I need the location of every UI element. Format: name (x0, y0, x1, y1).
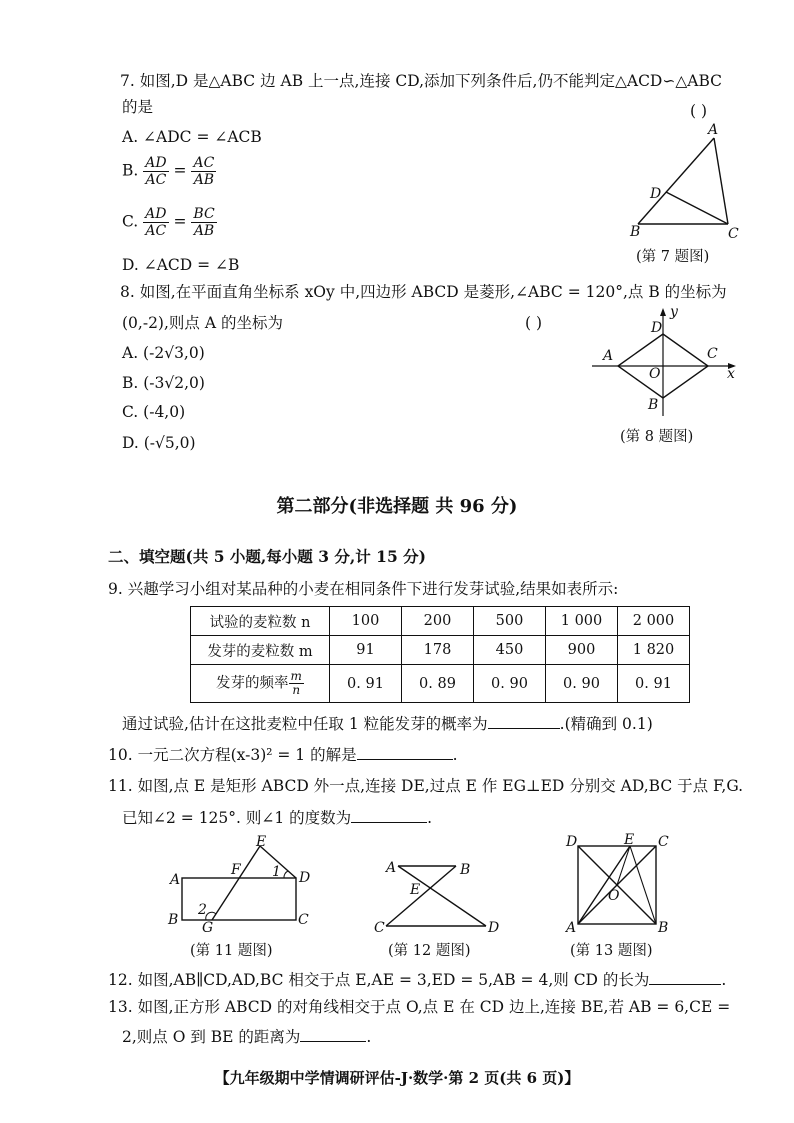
table-cell: 1 820 (618, 636, 690, 665)
q7-answer-paren: ( ) (690, 102, 708, 120)
period: . (452, 746, 458, 764)
label-a: A (708, 122, 719, 138)
q8-option-c: C. (-4,0) (122, 403, 186, 421)
frac-den: AC (145, 223, 167, 239)
frac-num: BC (193, 206, 215, 222)
fig11-rectangle-figure (160, 834, 330, 934)
fig13-square-figure (560, 832, 680, 936)
q8-option-b: B. (-3√2,0) (122, 374, 205, 392)
table-cell: 0. 90 (546, 665, 618, 703)
q7-figure-caption: (第 7 题图) (636, 249, 710, 265)
segment-be (578, 846, 630, 924)
row-label (191, 665, 330, 703)
row-label: 发芽的麦粒数 m (191, 636, 330, 665)
label-b: B (460, 862, 471, 878)
frac-num: AC (193, 155, 215, 171)
frac-num: m (290, 669, 302, 683)
label-d: D (566, 834, 578, 850)
q7-option-d: D. ∠ACD = ∠B (122, 256, 240, 274)
answer-blank[interactable] (649, 968, 721, 985)
period: . (427, 809, 433, 827)
y-axis-arrow-icon (660, 308, 666, 316)
answer-blank[interactable] (300, 1025, 366, 1042)
label-e: E (410, 882, 421, 898)
q9-tail (122, 712, 653, 735)
label-c: C (374, 920, 385, 936)
answer-blank[interactable] (351, 806, 427, 823)
q8-answer-paren: ( ) (525, 314, 543, 332)
label-c: C (658, 834, 669, 850)
table-cell: 0. 90 (474, 665, 546, 703)
q9-tail-note: .(精确到 0.1) (559, 715, 653, 733)
label-o: O (649, 366, 661, 382)
answer-blank[interactable] (488, 712, 560, 729)
equals-sign: = (173, 212, 187, 231)
q7-option-b (122, 155, 216, 188)
period: . (366, 1028, 372, 1046)
table-cell: 0. 89 (402, 665, 474, 703)
q13-line2 (122, 1025, 371, 1048)
row-label: 试验的麦粒数 n (191, 607, 330, 636)
period: . (721, 971, 727, 989)
label-d: D (650, 186, 662, 202)
q7-b-frac2 (191, 155, 216, 188)
label-b: B (168, 912, 179, 928)
label-a: A (566, 920, 577, 936)
q9-results-table (190, 606, 690, 703)
table-cell: 450 (474, 636, 546, 665)
q11-line1: 11. 如图,点 E 是矩形 ABCD 外一点,连接 DE,过点 E 作 EG⊥ED 分别交 AD,BC 于点 F,G. (108, 777, 744, 795)
label-1: 1 (272, 864, 281, 880)
label-c: C (728, 226, 739, 242)
q9-tail-text: 通过试验,估计在这批麦粒中任取 1 粒能发芽的概率为 (122, 715, 488, 733)
q7-c-frac1 (143, 206, 168, 239)
part2-title: 第二部分(非选择题 共 96 分) (276, 496, 518, 517)
q8-figure (588, 306, 738, 422)
label-d: D (488, 920, 500, 936)
table-row (191, 636, 690, 665)
label-d: D (651, 320, 663, 336)
table-cell: 2 000 (618, 607, 690, 636)
table-cell: 200 (402, 607, 474, 636)
label-x: x (727, 366, 735, 382)
q7-option-c-prefix: C. (122, 212, 139, 231)
table-cell: 0. 91 (330, 665, 402, 703)
label-e: E (256, 834, 267, 850)
q9-stem: 9. 兴趣学习小组对某品种的小麦在相同条件下进行发芽试验,结果如表所示: (108, 580, 619, 598)
q8-option-d: D. (-√5,0) (122, 434, 196, 452)
label-d: D (299, 870, 311, 886)
segment-cd (666, 192, 728, 224)
label-c: C (707, 346, 718, 362)
angle-1-arc (284, 871, 288, 878)
q12-text: 12. 如图,AB∥CD,AD,BC 相交于点 E,AE = 3,ED = 5,AB = 4,则 CD 的长为 (108, 971, 650, 989)
segment-eg (212, 846, 260, 920)
label-c: C (298, 912, 309, 928)
label-a: A (386, 860, 397, 876)
q10 (108, 743, 458, 766)
q7-b-frac1 (143, 155, 168, 188)
table-row (191, 607, 690, 636)
table-cell: 100 (330, 607, 402, 636)
q7-stem-line1: 7. 如图,D 是△ABC 边 AB 上一点,连接 CD,添加下列条件后,仍不能判定△ACD∽△ABC (120, 72, 722, 90)
frac-den: n (292, 683, 301, 697)
q7-option-b-prefix: B. (122, 161, 139, 180)
label-g: G (202, 920, 214, 936)
table-cell: 500 (474, 607, 546, 636)
q13-line1: 13. 如图,正方形 ABCD 的对角线相交于点 O,点 E 在 CD 边上,连接 BE,若 AB = 6,CE = (108, 998, 731, 1016)
q12 (108, 968, 726, 991)
table-cell: 1 000 (546, 607, 618, 636)
label-a: A (603, 348, 614, 364)
frac-num: AD (145, 155, 167, 171)
table-cell: 0. 91 (618, 665, 690, 703)
label-o: O (608, 888, 620, 904)
frac-den: AB (193, 223, 215, 239)
label-2: 2 (198, 902, 207, 918)
label-b: B (648, 397, 659, 413)
q8-figure-caption: (第 8 题图) (620, 429, 694, 445)
row-label-text: 发芽的频率 (216, 675, 289, 692)
fig12-figure (368, 852, 498, 936)
table-cell: 91 (330, 636, 402, 665)
label-f: F (231, 862, 241, 878)
fig12-caption: (第 12 题图) (388, 943, 471, 959)
section2-title: 二、填空题(共 5 小题,每小题 3 分,计 15 分) (108, 547, 426, 566)
q11-line2-text: 已知∠2 = 125°. 则∠1 的度数为 (122, 809, 352, 827)
frac-den: AC (145, 172, 167, 188)
q8-stem-line1: 8. 如图,在平面直角坐标系 xOy 中,四边形 ABCD 是菱形,∠ABC = 120°,点 B 的坐标为 (120, 283, 727, 301)
label-b: B (630, 224, 641, 240)
q7-option-c (122, 206, 217, 239)
fig11-caption: (第 11 题图) (190, 943, 273, 959)
label-e: E (624, 832, 635, 848)
segment-ac (714, 138, 728, 224)
table-cell: 900 (546, 636, 618, 665)
segment-bc (386, 866, 456, 926)
q10-text: 10. 一元二次方程(x-3)² = 1 的解是 (108, 746, 357, 764)
label-a: A (170, 872, 181, 888)
q7-c-frac2 (191, 206, 216, 239)
fig13-caption: (第 13 题图) (570, 943, 653, 959)
page-footer: 【九年级期中学情调研评估-J·数学·第 2 页(共 6 页)】 (214, 1069, 580, 1087)
q7-figure (620, 120, 750, 245)
q8-stem-line2: (0,-2),则点 A 的坐标为 (122, 314, 283, 332)
frac-den: AB (193, 172, 215, 188)
table-cell: 178 (402, 636, 474, 665)
q11-line2 (122, 806, 432, 829)
answer-blank[interactable] (357, 743, 453, 760)
q13-line2-text: 2,则点 O 到 BE 的距离为 (122, 1028, 301, 1046)
q8-option-a: A. (-2√3,0) (122, 344, 205, 362)
label-y: y (670, 304, 678, 320)
segment-ec (630, 846, 656, 924)
label-b: B (658, 920, 669, 936)
q7-stem-line2: 的是 (122, 98, 154, 116)
m-over-n-frac (289, 670, 304, 697)
frac-num: AD (145, 206, 167, 222)
table-row (191, 665, 690, 703)
q7-option-a: A. ∠ADC = ∠ACB (122, 128, 262, 146)
equals-sign: = (173, 161, 187, 180)
